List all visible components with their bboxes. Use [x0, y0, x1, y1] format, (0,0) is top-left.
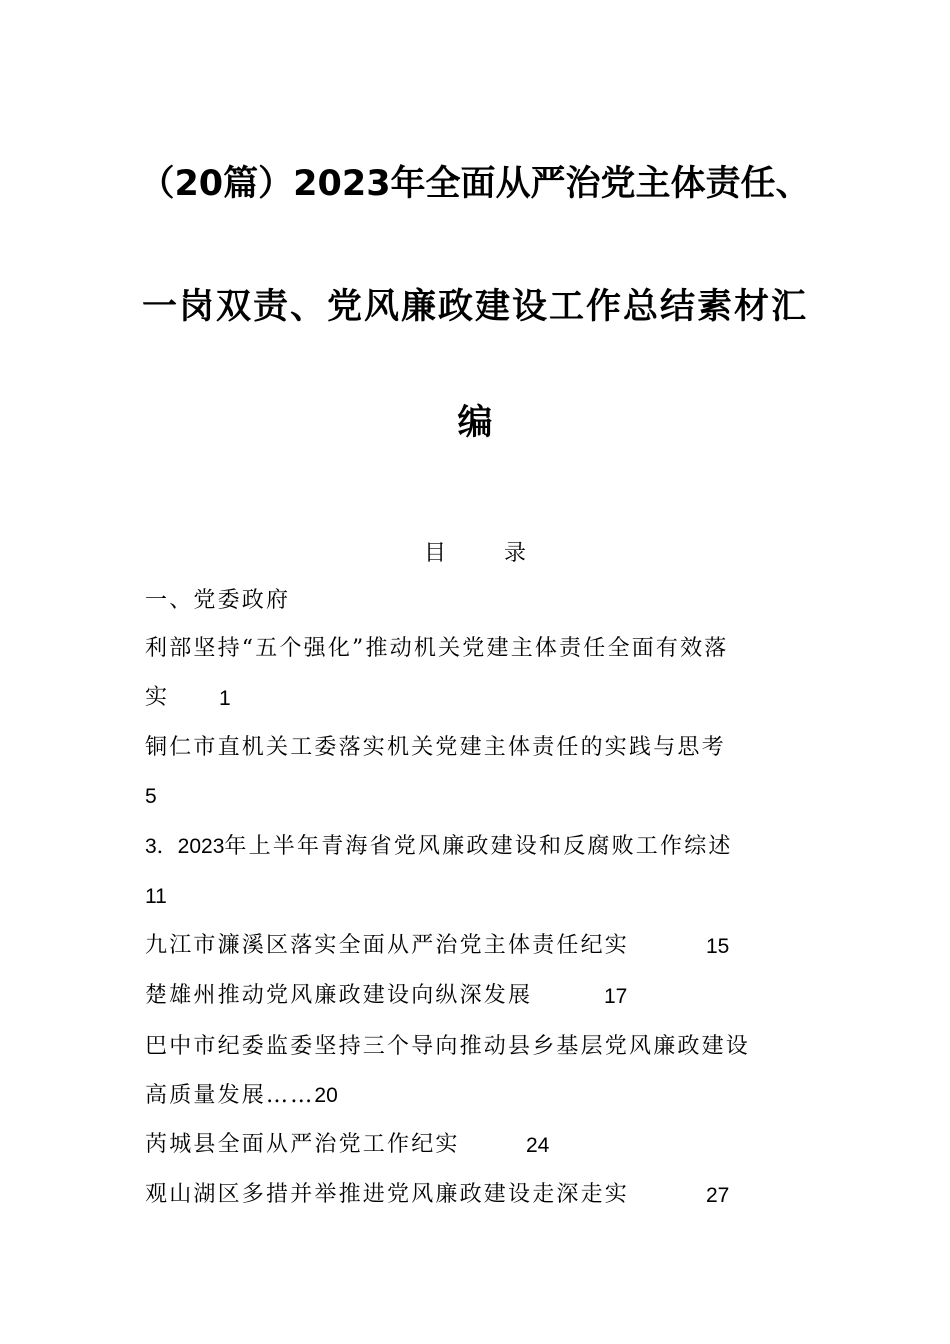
toc-heading-char-2: 录	[504, 541, 527, 566]
toc-entry-3-number: 3．2023	[145, 835, 225, 858]
toc-entry-8-text[interactable]: 观山湖区多措并举推进党风廉政建设走深走实	[145, 1182, 630, 1207]
toc-entry-8-page: 27	[706, 1184, 730, 1207]
toc-entry-3-text[interactable]	[145, 832, 733, 862]
document-title-line-3: 编	[457, 403, 493, 443]
toc-entry-3-title: 年上半年青海省党风廉政建设和反腐败工作综述	[224, 834, 733, 859]
toc-entry-1-page: 1	[219, 687, 231, 710]
toc-entry-5-page: 17	[604, 985, 628, 1008]
toc-entry-7-page: 24	[526, 1134, 550, 1157]
document-title-line-1: （20篇）2023年全面从严治党主体责任、	[139, 164, 811, 204]
toc-entry-6-text[interactable]: 巴中市纪委监委坚持三个导向推动县乡基层党风廉政建设	[145, 1034, 751, 1059]
toc-entry-1-text-cont[interactable]: 实	[145, 685, 170, 710]
toc-entry-2-text[interactable]: 铜仁市直机关工委落实机关党建主体责任的实践与思考	[145, 735, 726, 760]
toc-entry-6-text-cont[interactable]	[145, 1081, 338, 1111]
document-title-line-2: 一岗双责、党风廉政建设工作总结素材汇	[141, 287, 808, 327]
toc-entry-2-page: 5	[145, 785, 157, 808]
toc-entry-6-title-cont: 高质量发展……	[145, 1083, 315, 1108]
toc-heading-char-1: 目	[423, 541, 446, 566]
toc-entry-7-text[interactable]: 芮城县全面从严治党工作纪实	[145, 1132, 460, 1157]
toc-entry-6-page: 20	[314, 1084, 338, 1107]
toc-entry-3-page: 11	[145, 885, 167, 908]
toc-entry-5-text[interactable]: 楚雄州推动党风廉政建设向纵深发展	[145, 983, 533, 1008]
toc-entry-4-page: 15	[706, 935, 730, 958]
toc-entry-1-text[interactable]: 利部坚持“五个强化”推动机关党建主体责任全面有效落	[145, 636, 729, 661]
toc-heading	[0, 536, 950, 567]
toc-section-heading: 一、党委政府	[145, 588, 291, 613]
toc-entry-4-text[interactable]: 九江市濂溪区落实全面从严治党主体责任纪实	[145, 933, 630, 958]
